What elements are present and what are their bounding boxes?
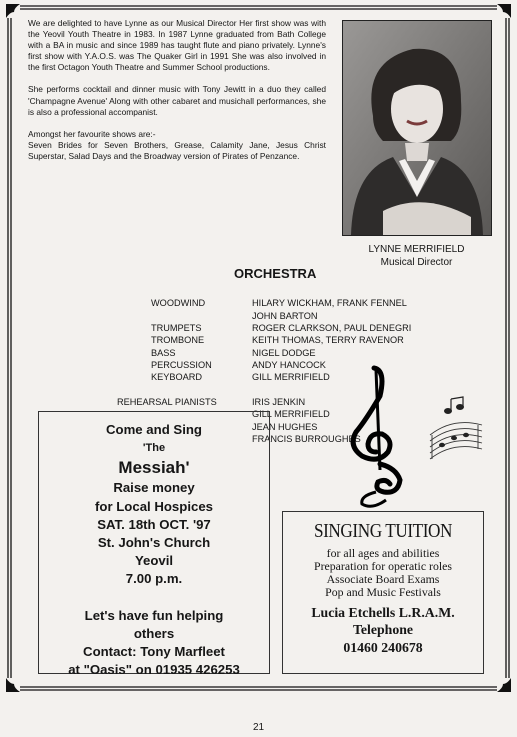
ad-title: Messiah': [118, 458, 190, 478]
ad-line: Raise money: [113, 480, 195, 496]
member-names: JOHN BARTON: [252, 311, 318, 321]
caption-role: Musical Director: [380, 257, 453, 268]
member-names: IRIS JENKIN: [252, 397, 306, 407]
biography-text: [28, 18, 326, 173]
messiah-advert: [38, 411, 270, 678]
treble-clef-icon: [346, 360, 416, 510]
member-names: FRANCIS BURROUGHES: [252, 434, 361, 444]
ad-town: Yeovil: [134, 553, 174, 569]
page-number: 21: [252, 722, 265, 733]
member-names: JEAN HUGHES: [252, 422, 318, 432]
tuition-title: SINGING TUITION: [313, 520, 452, 542]
music-staff-icon: [428, 395, 484, 490]
section-label: BASS: [151, 348, 176, 358]
ad-venue: St. John's Church: [97, 535, 211, 551]
member-names: ANDY HANCOCK: [252, 360, 326, 370]
photo-caption: [334, 243, 499, 269]
section-label: PERCUSSION: [151, 360, 212, 370]
ad-line: others: [133, 625, 175, 641]
section-label: WOODWIND: [151, 298, 206, 308]
orchestra-heading: ORCHESTRA: [234, 266, 317, 281]
section-label: TRUMPETS: [151, 323, 202, 333]
ad-contact: Contact: Tony Marfleet: [83, 644, 225, 660]
ad-line: Come and Sing: [106, 422, 202, 437]
portrait-photo: [342, 20, 492, 236]
section-label: REHEARSAL PIANISTS: [117, 397, 217, 407]
member-names: HILARY WICKHAM, FRANK FENNEL: [252, 298, 407, 308]
ad-date: SAT. 18th OCT. '97: [97, 516, 211, 532]
corner-ornament-top-right: [497, 4, 511, 18]
tuition-line: Pop and Music Festivals: [325, 585, 441, 599]
tutor-name: Lucia Etchells L.R.A.M.: [311, 605, 455, 620]
tuition-line: for all ages and abilities: [326, 546, 440, 560]
telephone-number: 01460 240678: [343, 640, 423, 655]
member-names: NIGEL DODGE: [252, 348, 316, 358]
favourites-list: Seven Brides for Seven Brothers, Grease, Calamity Jane, Jesus Christ Superstar, Salad Days and the Broadway version of Pirates of Penzance.: [28, 139, 326, 161]
ad-line: Let's have fun helping: [84, 607, 224, 623]
member-names: ROGER CLARKSON, PAUL DENEGRI: [252, 323, 412, 333]
ad-time: 7.00 p.m.: [125, 571, 183, 587]
favourites-intro: Amongst her favourite shows are:-: [28, 128, 156, 139]
tuition-line: Associate Board Exams: [326, 572, 440, 586]
corner-ornament-bottom-left: [6, 678, 20, 692]
ad-spacer: [39, 589, 269, 607]
member-names: GILL MERRIFIELD: [252, 409, 330, 419]
member-names: GILL MERRIFIELD: [252, 372, 330, 382]
singing-tuition-advert: [282, 511, 484, 674]
caption-name: LYNNE MERRIFIELD: [368, 244, 465, 255]
bio-paragraph: She performs cocktail and dinner music with Tony Jewitt in a duo they called 'Champagne Avenue' Along with other cabaret and musichall performances, she is also a professional accompanist.: [28, 84, 326, 117]
corner-ornament-top-left: [6, 4, 20, 18]
ad-line: 'The: [142, 442, 166, 455]
tuition-line: Preparation for operatic roles: [314, 559, 452, 573]
bio-paragraph: We are delighted to have Lynne as our Musical Director Her first show was with the Yeovil Youth Theatre in 1983. In 1987 Lynne graduated from Bath College with a BA in music and since 1989 has taught flute and piano privately. Lynne's first show with Y.A.O.S. was The Quaker Girl in 1991 She was also involved in the first Octagon Youth Theatre and Summer School productions.: [28, 18, 326, 73]
corner-ornament-bottom-right: [497, 678, 511, 692]
telephone-label: Telephone: [352, 622, 414, 637]
ad-contact-phone: at "Oasis" on 01935 426253: [68, 662, 240, 678]
member-names: KEITH THOMAS, TERRY RAVENOR: [252, 335, 404, 345]
section-label: TROMBONE: [151, 335, 205, 345]
section-label: KEYBOARD: [151, 372, 203, 382]
ad-line: for Local Hospices: [95, 498, 213, 514]
